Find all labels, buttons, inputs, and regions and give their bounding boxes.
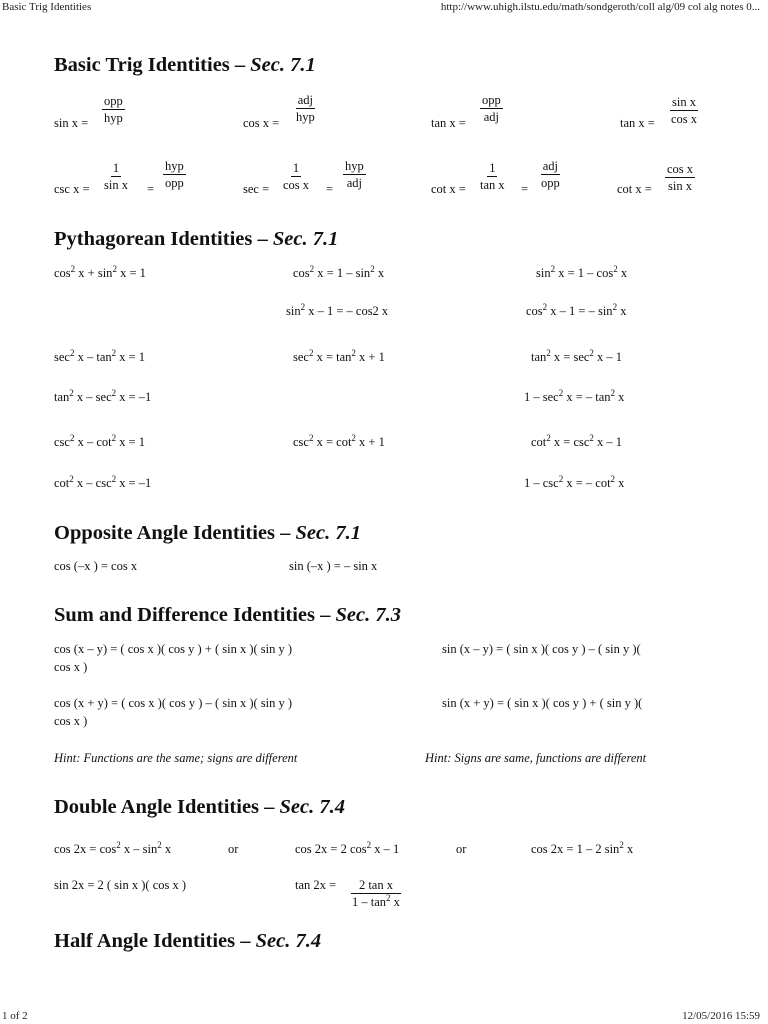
den: hyp — [296, 110, 315, 124]
tan-lhs: tan x = — [431, 116, 466, 130]
hint-text: Hint: Signs are same, functions are different — [425, 751, 647, 765]
identity: $1 - \csc^2 x$ = – $\cot^2 x$ — [524, 474, 625, 490]
tan2x-lhs: tan 2x = — [295, 878, 337, 892]
heading-text: Basic Trig Identities – — [54, 54, 251, 76]
or-text: or — [228, 842, 239, 856]
identity: sin 2x = 2 ( sin x )( cos x ) — [54, 878, 187, 892]
tan2-lhs: tan x = — [620, 116, 655, 130]
identity: $\cos^2 x - 1$ = – $\sin^2 x$ — [526, 302, 627, 318]
heading-text: Double Angle Identities – — [54, 796, 280, 818]
cos-lhs: cos x = — [243, 116, 280, 130]
num: hyp — [345, 159, 364, 173]
section-heading-double-angle — [54, 796, 345, 819]
identity: cos (x – y) = ( cos x )( cos y ) + ( sin x )( sin y ) — [54, 642, 293, 656]
identity: $\sec^2 x = \tan^2 x + 1$ — [293, 348, 385, 364]
den: sin x — [104, 178, 128, 192]
print-footer-page: 1 of 2 — [2, 1010, 28, 1022]
identity: $\tan^2 x - \sec^2 x = -1$ — [54, 388, 152, 404]
frac-adj-hyp — [294, 93, 317, 124]
heading-text: Opposite Angle Identities – — [54, 522, 296, 544]
equals: = — [521, 182, 529, 196]
identity: $\tan^2 x = \sec^2 x - 1$ — [531, 348, 623, 364]
heading-sec: Sec. 7.1 — [250, 54, 316, 76]
identity: $\sec^2 x - \tan^2 x = 1$ — [54, 348, 146, 364]
section-heading-basic — [54, 54, 316, 77]
identity: $\sin^2 x = 1 - \cos^2 x$ — [536, 264, 628, 280]
identity: sin (x + y) = ( sin x )( cos y ) + ( sin y )( — [442, 696, 643, 710]
num: opp — [104, 94, 123, 108]
den: $1 - \tan^2 x$ — [352, 893, 400, 909]
num: 2 tan x — [351, 878, 401, 894]
num: 1 — [489, 161, 496, 175]
num: adj — [297, 93, 314, 107]
identity: cos 2x = 1 – 2 $\sin^2 x$ — [531, 840, 634, 856]
identity: $\cos^2 x = 1 - \sin^2 x$ — [293, 264, 385, 280]
num: sin x — [672, 95, 696, 109]
section-heading-sum-difference — [54, 604, 401, 627]
heading-text: Pythagorean Identities – — [54, 228, 273, 250]
num: 1 — [112, 161, 120, 175]
num: adj — [542, 159, 559, 173]
identity: $\cos^2 x + \sin^2 x = 1$ — [54, 264, 146, 280]
den: tan x — [480, 178, 505, 192]
or-text: or — [456, 842, 467, 856]
identity: $\csc^2 x - \cot^2 x = 1$ — [54, 433, 146, 449]
identity: $\cot^2 x = \csc^2 x - 1$ — [531, 433, 623, 449]
frac-opp-hyp — [102, 94, 125, 125]
identity: sin (–x ) = – sin x — [289, 559, 378, 573]
sin-lhs: sin x = — [54, 116, 89, 130]
print-header-title: Basic Trig Identities — [2, 1, 92, 13]
identity: cos 2x = 2 $\cos^2 x - 1$ — [295, 840, 400, 856]
num: cos x — [667, 162, 694, 176]
identity: cos x ) — [54, 714, 88, 728]
den: adj — [483, 110, 500, 124]
sec-lhs: sec = — [243, 182, 270, 196]
print-footer-datetime: 12/05/2016 15:59 — [682, 1010, 760, 1022]
equals: = — [326, 182, 334, 196]
frac-1-cosx — [281, 161, 311, 192]
hint-text: Hint: Functions are the same; signs are different — [54, 751, 298, 765]
heading-sec: Sec. 7.1 — [295, 522, 361, 544]
den: cos x — [283, 178, 310, 192]
frac-cos-sin — [665, 162, 695, 193]
num: 1 — [292, 161, 300, 175]
heading-text: Half Angle Identities – — [54, 930, 256, 952]
frac-1-tanx — [478, 161, 507, 192]
identity: cos (x + y) = ( cos x )( cos y ) – ( sin x )( sin y ) — [54, 696, 293, 710]
identity: $\cot^2 x - \csc^2 x = -1$ — [54, 474, 152, 490]
frac-1-sinx — [102, 161, 130, 192]
den: adj — [346, 176, 363, 190]
identity: sin (x – y) = ( sin x )( cos y ) – ( sin y )( — [442, 642, 641, 656]
cot-lhs: cot x = — [431, 182, 466, 196]
den: opp — [541, 176, 560, 190]
section-heading-half-angle — [54, 930, 321, 953]
den: opp — [165, 176, 184, 190]
identity: $\cos 2x = \cos^2 x - \sin^2 x$ — [54, 840, 172, 856]
num: hyp — [165, 159, 184, 173]
identity: cos x ) — [54, 660, 88, 674]
den: cos x — [671, 112, 698, 126]
identity: $\sin^2 x - 1$ = – cos2 x — [286, 302, 389, 318]
frac-tan2x — [350, 878, 402, 909]
section-heading-opposite — [54, 522, 361, 545]
equals: = — [147, 182, 155, 196]
num: opp — [482, 93, 501, 107]
csc-lhs: csc x = — [54, 182, 90, 196]
section-heading-pythagorean — [54, 228, 338, 251]
den: sin x — [668, 179, 692, 193]
heading-sec: Sec. 7.3 — [335, 604, 401, 626]
heading-sec: Sec. 7.4 — [255, 930, 322, 952]
heading-sec: Sec. 7.1 — [272, 228, 339, 250]
identity: cos (–x ) = cos x — [54, 559, 138, 573]
frac-sin-cos — [669, 95, 699, 126]
identity: $1 - \sec^2 x$ = – $\tan^2 x$ — [524, 388, 625, 404]
heading-sec: Sec. 7.4 — [279, 796, 346, 818]
frac-adj-opp — [539, 159, 562, 190]
print-header-url[interactable]: http://www.uhigh.ilstu.edu/math/sondgeroth/coll alg/09 col alg notes 0... — [440, 1, 760, 13]
frac-opp-adj — [480, 93, 503, 124]
cot2-lhs: cot x = — [617, 182, 652, 196]
identity: $\csc^2 x = \cot^2 x + 1$ — [293, 433, 385, 449]
heading-text: Sum and Difference Identities – — [54, 604, 336, 626]
frac-hyp-opp — [163, 159, 186, 190]
frac-hyp-adj — [343, 159, 366, 190]
den: hyp — [104, 111, 123, 125]
